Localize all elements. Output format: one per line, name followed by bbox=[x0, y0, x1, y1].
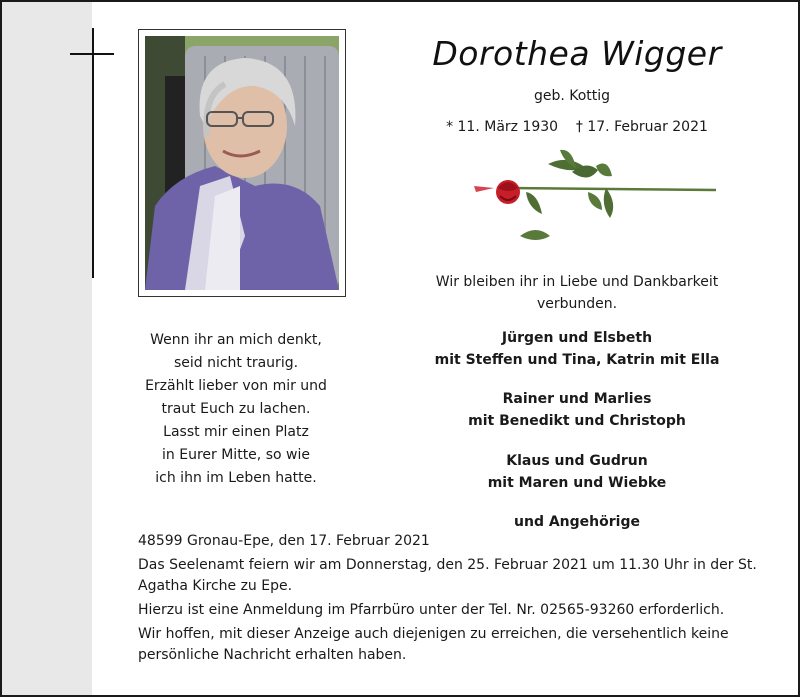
maiden-name: geb. Kottig bbox=[533, 88, 611, 104]
poem-line: seid nicht traurig. bbox=[173, 355, 299, 371]
place-date: 48599 Gronau-Epe, den 17. Februar 2021 bbox=[138, 533, 430, 549]
family-line: Klaus und Gudrun bbox=[506, 453, 648, 469]
side-band bbox=[2, 2, 92, 695]
family-line: mit Steffen und Tina, Katrin mit Ella bbox=[434, 352, 720, 368]
closing-note: Wir hoffen, mit dieser Anzeige auch diejenigen zu erreichen, die versehentlich keine persönliche Nachricht erhalten haben. bbox=[138, 626, 729, 663]
footer-text bbox=[138, 531, 778, 669]
family-group bbox=[407, 450, 747, 494]
portrait-frame bbox=[138, 29, 346, 297]
deceased-name: Dorothea Wigger bbox=[432, 34, 722, 73]
family-group bbox=[407, 388, 747, 432]
poem-line: in Eurer Mitte, so wie bbox=[162, 447, 310, 463]
birth-date: * 11. März 1930 bbox=[446, 119, 559, 135]
poem-line: Lasst mir einen Platz bbox=[163, 424, 309, 440]
cross-icon-bar bbox=[70, 53, 114, 55]
death-date: † 17. Februar 2021 bbox=[575, 119, 708, 135]
family-line: Jürgen und Elsbeth bbox=[501, 330, 653, 346]
registration-info: Hierzu ist eine Anmeldung im Pfarrbüro unter der Tel. Nr. 02565-93260 erforderlich. bbox=[138, 602, 725, 618]
family-group bbox=[407, 327, 747, 371]
service-info: Das Seelenamt feiern wir am Donnerstag, den 25. Februar 2021 um 11.30 Uhr in der St. Agatha Kirche zu Epe. bbox=[138, 557, 757, 594]
relatives-line: und Angehörige bbox=[514, 514, 640, 530]
life-dates bbox=[427, 119, 727, 135]
poem-line: ich ihn im Leben hatte. bbox=[155, 470, 317, 486]
family-line: mit Maren und Wiebke bbox=[487, 475, 667, 491]
family-line: Rainer und Marlies bbox=[502, 391, 652, 407]
poem-line: Erzählt lieber von mir und bbox=[145, 378, 327, 394]
cross-icon bbox=[92, 28, 94, 278]
poem bbox=[118, 329, 354, 490]
poem-line: Wenn ihr an mich denkt, bbox=[150, 332, 322, 348]
rose-icon bbox=[468, 144, 720, 246]
portrait-photo bbox=[145, 36, 339, 290]
poem-line: traut Euch zu lachen. bbox=[161, 401, 311, 417]
family-line: mit Benedikt und Christoph bbox=[468, 413, 686, 429]
intro-text: Wir bleiben ihr in Liebe und Dankbarkeit verbunden. bbox=[435, 274, 719, 312]
